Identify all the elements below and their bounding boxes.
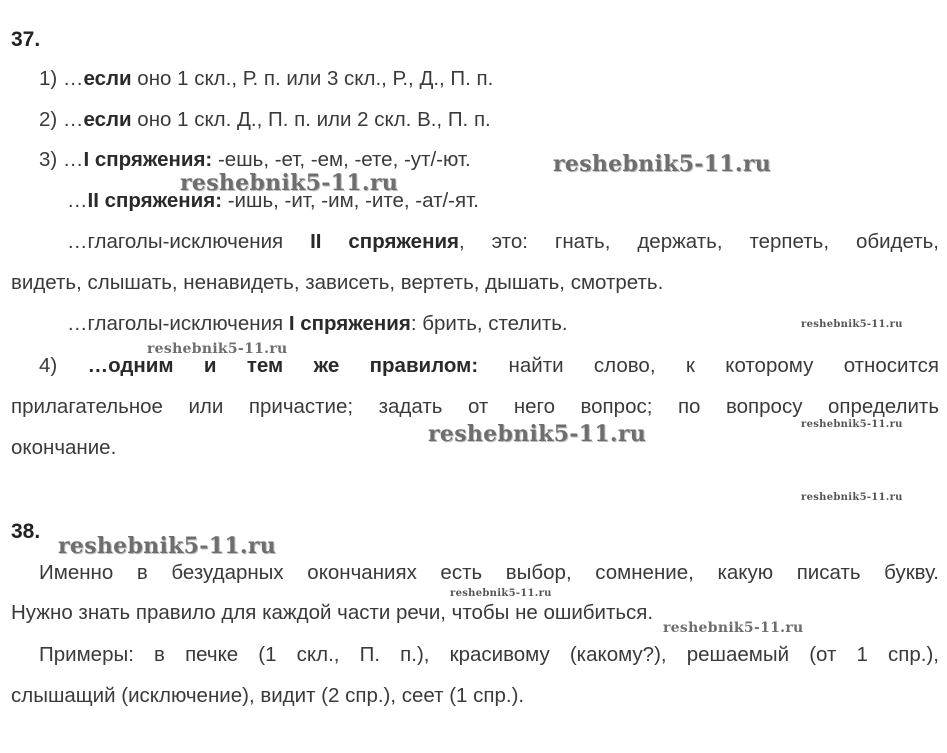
watermark: reshebnik5-11.ru bbox=[553, 151, 772, 177]
task-37-exceptions-first: …глаголы-исключения I спряжения: брить, стелить. bbox=[67, 312, 568, 335]
watermark: reshebnik5-11.ru bbox=[801, 419, 903, 430]
task-37-item-3-first-conjugation: 3) …I спряжения: -ешь, -ет, -ем, -ете, -ут/-ют. bbox=[39, 148, 471, 171]
watermark: reshebnik5-11.ru bbox=[450, 588, 552, 599]
task-37-item-4-line-1: 4) …одним и тем же правилом: найти слово, к которому относится bbox=[39, 354, 939, 377]
task-37-exceptions-second-line-2: видеть, слышать, ненавидеть, зависеть, вертеть, дышать, смотреть. bbox=[11, 271, 664, 294]
watermark: reshebnik5-11.ru bbox=[801, 492, 903, 503]
watermark: reshebnik5-11.ru bbox=[58, 533, 277, 559]
watermark: reshebnik5-11.ru bbox=[428, 421, 647, 447]
watermark: reshebnik5-11.ru bbox=[180, 170, 399, 196]
task-37-item-1: 1) …если оно 1 скл., Р. п. или 3 скл., Р., Д., П. п. bbox=[39, 67, 494, 90]
task-37-item-3-second-conjugation: …II спряжения: -ишь, -ит, -им, -ите, -ат/-ят. bbox=[67, 189, 479, 212]
task-38-number: 38. bbox=[11, 520, 41, 543]
task-38-paragraph-1-line-1: Именно в безударных окончаниях есть выбор, сомнение, какую писать букву. bbox=[39, 561, 939, 584]
watermark: reshebnik5-11.ru bbox=[147, 341, 288, 357]
task-37-item-4-line-2: прилагательное или причастие; задать от него вопрос; по вопросу определить bbox=[11, 395, 939, 418]
task-38-paragraph-2-line-2: слышащий (исключение), видит (2 спр.), сеет (1 спр.). bbox=[11, 684, 525, 707]
watermark: reshebnik5-11.ru bbox=[801, 319, 903, 330]
task-37-number: 37. bbox=[11, 28, 41, 51]
watermark: reshebnik5-11.ru bbox=[663, 620, 804, 636]
task-38-paragraph-2-line-1: Примеры: в печке (1 скл., П. п.), красивому (какому?), решаемый (от 1 спр.), bbox=[39, 643, 939, 666]
task-38-paragraph-1-line-2: Нужно знать правило для каждой части речи, чтобы не ошибиться. bbox=[11, 601, 654, 624]
task-37-exceptions-second-line-1: …глаголы-исключения II спряжения, это: гнать, держать, терпеть, обидеть, bbox=[67, 230, 939, 253]
task-37-item-2: 2) …если оно 1 скл. Д., П. п. или 2 скл. В., П. п. bbox=[39, 108, 491, 131]
task-37-item-4-line-3: окончание. bbox=[11, 436, 117, 459]
